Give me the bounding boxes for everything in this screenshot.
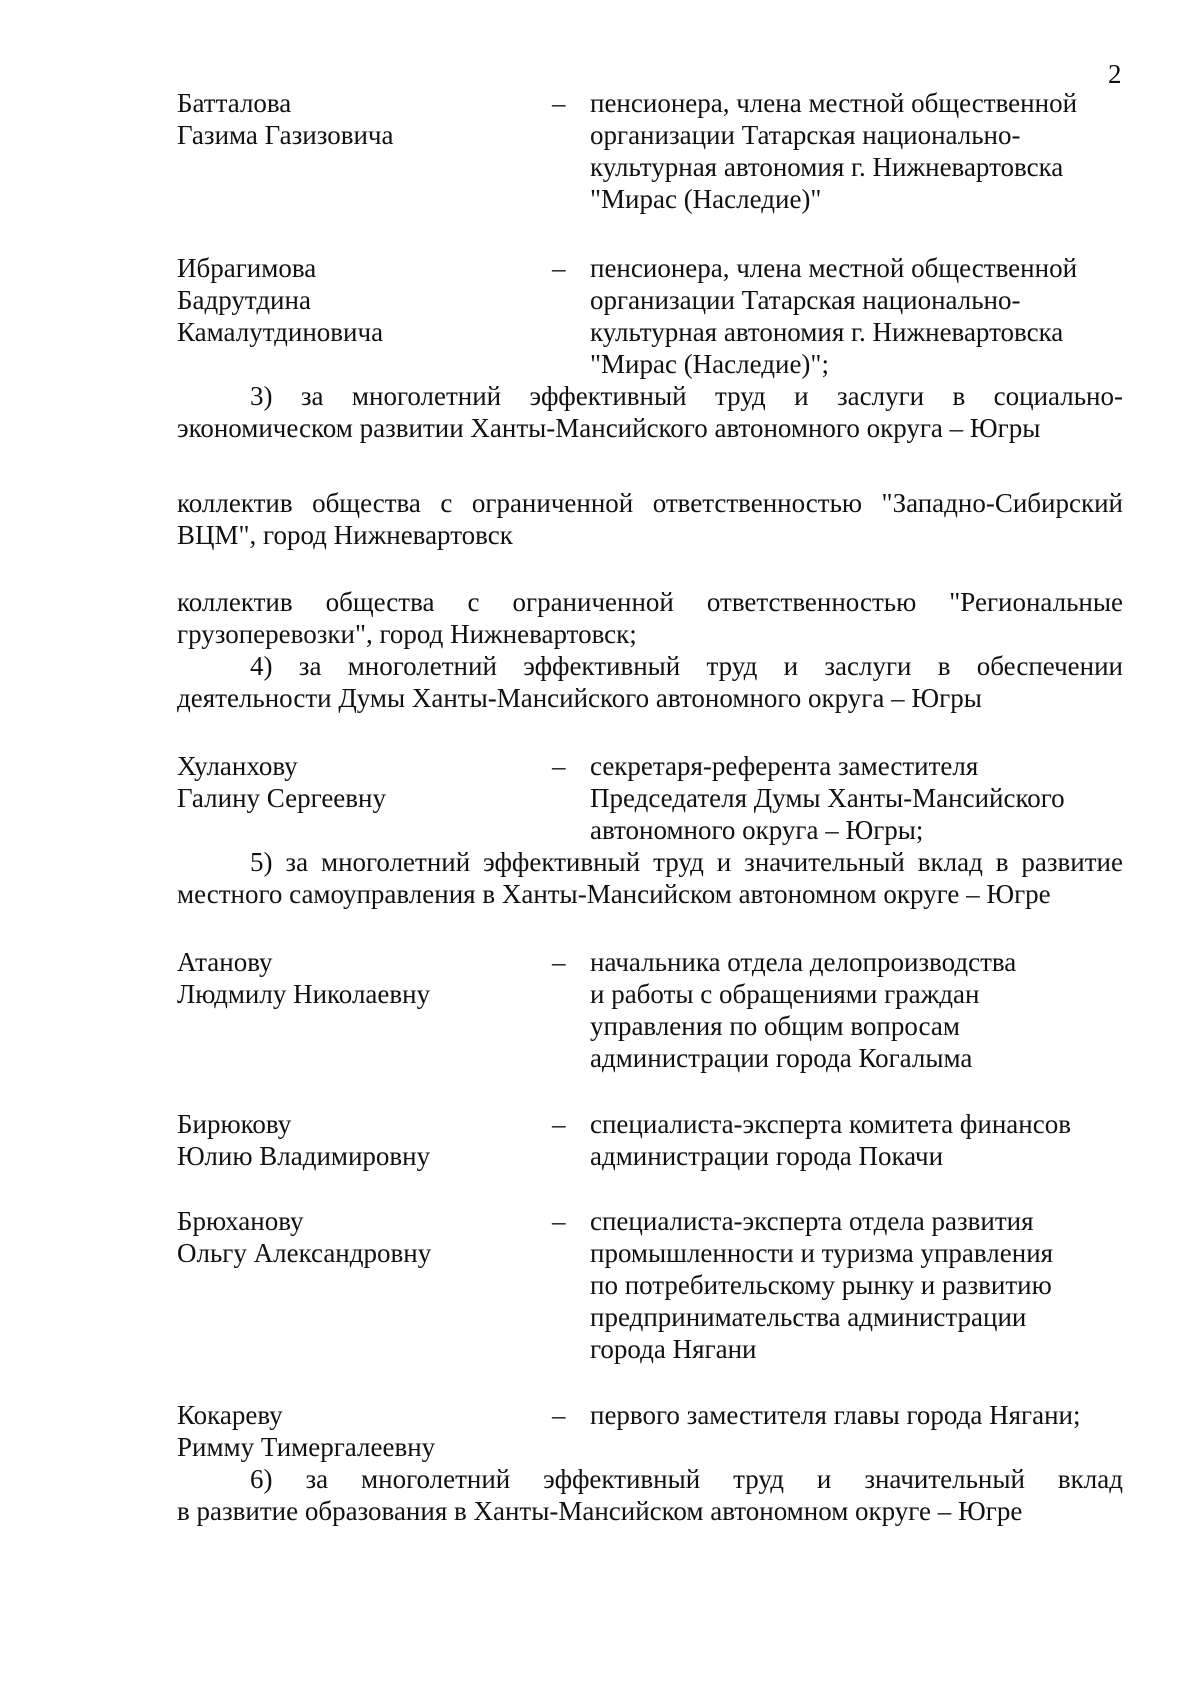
entry-name-line: Юлию Владимировну xyxy=(177,1141,431,1171)
entry-desc-line: предпринимательства администрации xyxy=(590,1302,1027,1332)
entry-desc-line: администрации города Когалыма xyxy=(590,1043,973,1073)
entry-dash: – xyxy=(552,751,566,781)
entry-desc-line: управления по общим вопросам xyxy=(590,1011,960,1041)
entry-dash: – xyxy=(552,947,566,977)
entry-desc-line: администрации города Покачи xyxy=(590,1141,944,1171)
entry-desc-line: по потребительскому рынку и развитию xyxy=(590,1270,1052,1300)
entry-desc-line: и работы с обращениями граждан xyxy=(590,979,980,1009)
entry-desc-line: организации Татарская национально- xyxy=(590,285,1021,315)
entry-name-line: Бадрутдина xyxy=(177,285,311,315)
entry-desc-line: культурная автономия г. Нижневартовска xyxy=(590,317,1064,347)
entry-desc-line: автономного округа – Югры; xyxy=(590,815,924,845)
paragraph-line: коллектив общества с ограниченной ответственностью "Западно-Сибирский xyxy=(177,488,1123,518)
page-number: 2 xyxy=(1108,59,1122,89)
entry-name-line: Камалутдиновича xyxy=(177,317,384,347)
entry-desc-line: пенсионера, члена местной общественной xyxy=(590,88,1078,118)
paragraph-line: ВЦМ", город Нижневартовск xyxy=(177,520,513,550)
entry-desc-line: секретаря-референта заместителя xyxy=(590,751,979,781)
entry-name-line: Бирюкову xyxy=(177,1109,292,1139)
entry-dash: – xyxy=(552,88,566,118)
paragraph-line: грузоперевозки", город Нижневартовск; xyxy=(177,619,637,649)
entry-name-line: Брюханову xyxy=(177,1206,304,1236)
entry-name-line: Газима Газизовича xyxy=(177,120,394,150)
entry-name-line: Римму Тимергалеевну xyxy=(177,1432,436,1462)
paragraph-line: экономическом развитии Ханты-Мансийского автономного округа – Югры xyxy=(177,413,1041,443)
paragraph-line: 4) за многолетний эффективный труд и заслуги в обеспечении xyxy=(250,651,1123,681)
entry-name-line: Атанову xyxy=(177,947,273,977)
entry-desc-line: организации Татарская национально- xyxy=(590,120,1021,150)
entry-name-line: Кокареву xyxy=(177,1400,283,1430)
entry-dash: – xyxy=(552,1400,566,1430)
entry-desc-line: Председателя Думы Ханты-Мансийского xyxy=(590,783,1065,813)
entry-desc-line: начальника отдела делопроизводства xyxy=(590,947,1017,977)
paragraph-line: в развитие образования в Ханты-Мансийском автономном округе – Югре xyxy=(177,1496,1023,1526)
entry-desc-line: культурная автономия г. Нижневартовска xyxy=(590,152,1064,182)
entry-name-line: Ибрагимова xyxy=(177,253,317,283)
entry-desc-line: специалиста-эксперта отдела развития xyxy=(590,1206,1034,1236)
entry-dash: – xyxy=(552,253,566,283)
entry-name-line: Батталова xyxy=(177,88,292,118)
entry-desc-line: пенсионера, члена местной общественной xyxy=(590,253,1078,283)
paragraph-line: 5) за многолетний эффективный труд и значительный вклад в развитие xyxy=(250,847,1123,877)
entry-name-line: Людмилу Николаевну xyxy=(177,979,431,1009)
paragraph-line: 3) за многолетний эффективный труд и заслуги в социально- xyxy=(250,381,1123,411)
paragraph-line: местного самоуправления в Ханты-Мансийском автономном округе – Югре xyxy=(177,879,1051,909)
paragraph-line: коллектив общества с ограниченной ответственностью "Региональные xyxy=(177,587,1123,617)
paragraph-line: 6) за многолетний эффективный труд и значительный вклад xyxy=(250,1464,1123,1494)
entry-name-line: Ольгу Александровну xyxy=(177,1238,432,1268)
entry-name-line: Галину Сергеевну xyxy=(177,783,386,813)
entry-desc-line: "Мирас (Наследие)" xyxy=(590,184,822,214)
entry-dash: – xyxy=(552,1109,566,1139)
entry-name-line: Хуланхову xyxy=(177,751,298,781)
entry-desc-line: промышленности и туризма управления xyxy=(590,1238,1054,1268)
entry-dash: – xyxy=(552,1206,566,1236)
paragraph-line: деятельности Думы Ханты-Мансийского автономного округа – Югры xyxy=(177,683,982,713)
entry-desc-line: первого заместителя главы города Нягани; xyxy=(590,1400,1081,1430)
entry-desc-line: "Мирас (Наследие)"; xyxy=(590,349,829,379)
entry-desc-line: города Нягани xyxy=(590,1334,757,1364)
entry-desc-line: специалиста-эксперта комитета финансов xyxy=(590,1109,1071,1139)
